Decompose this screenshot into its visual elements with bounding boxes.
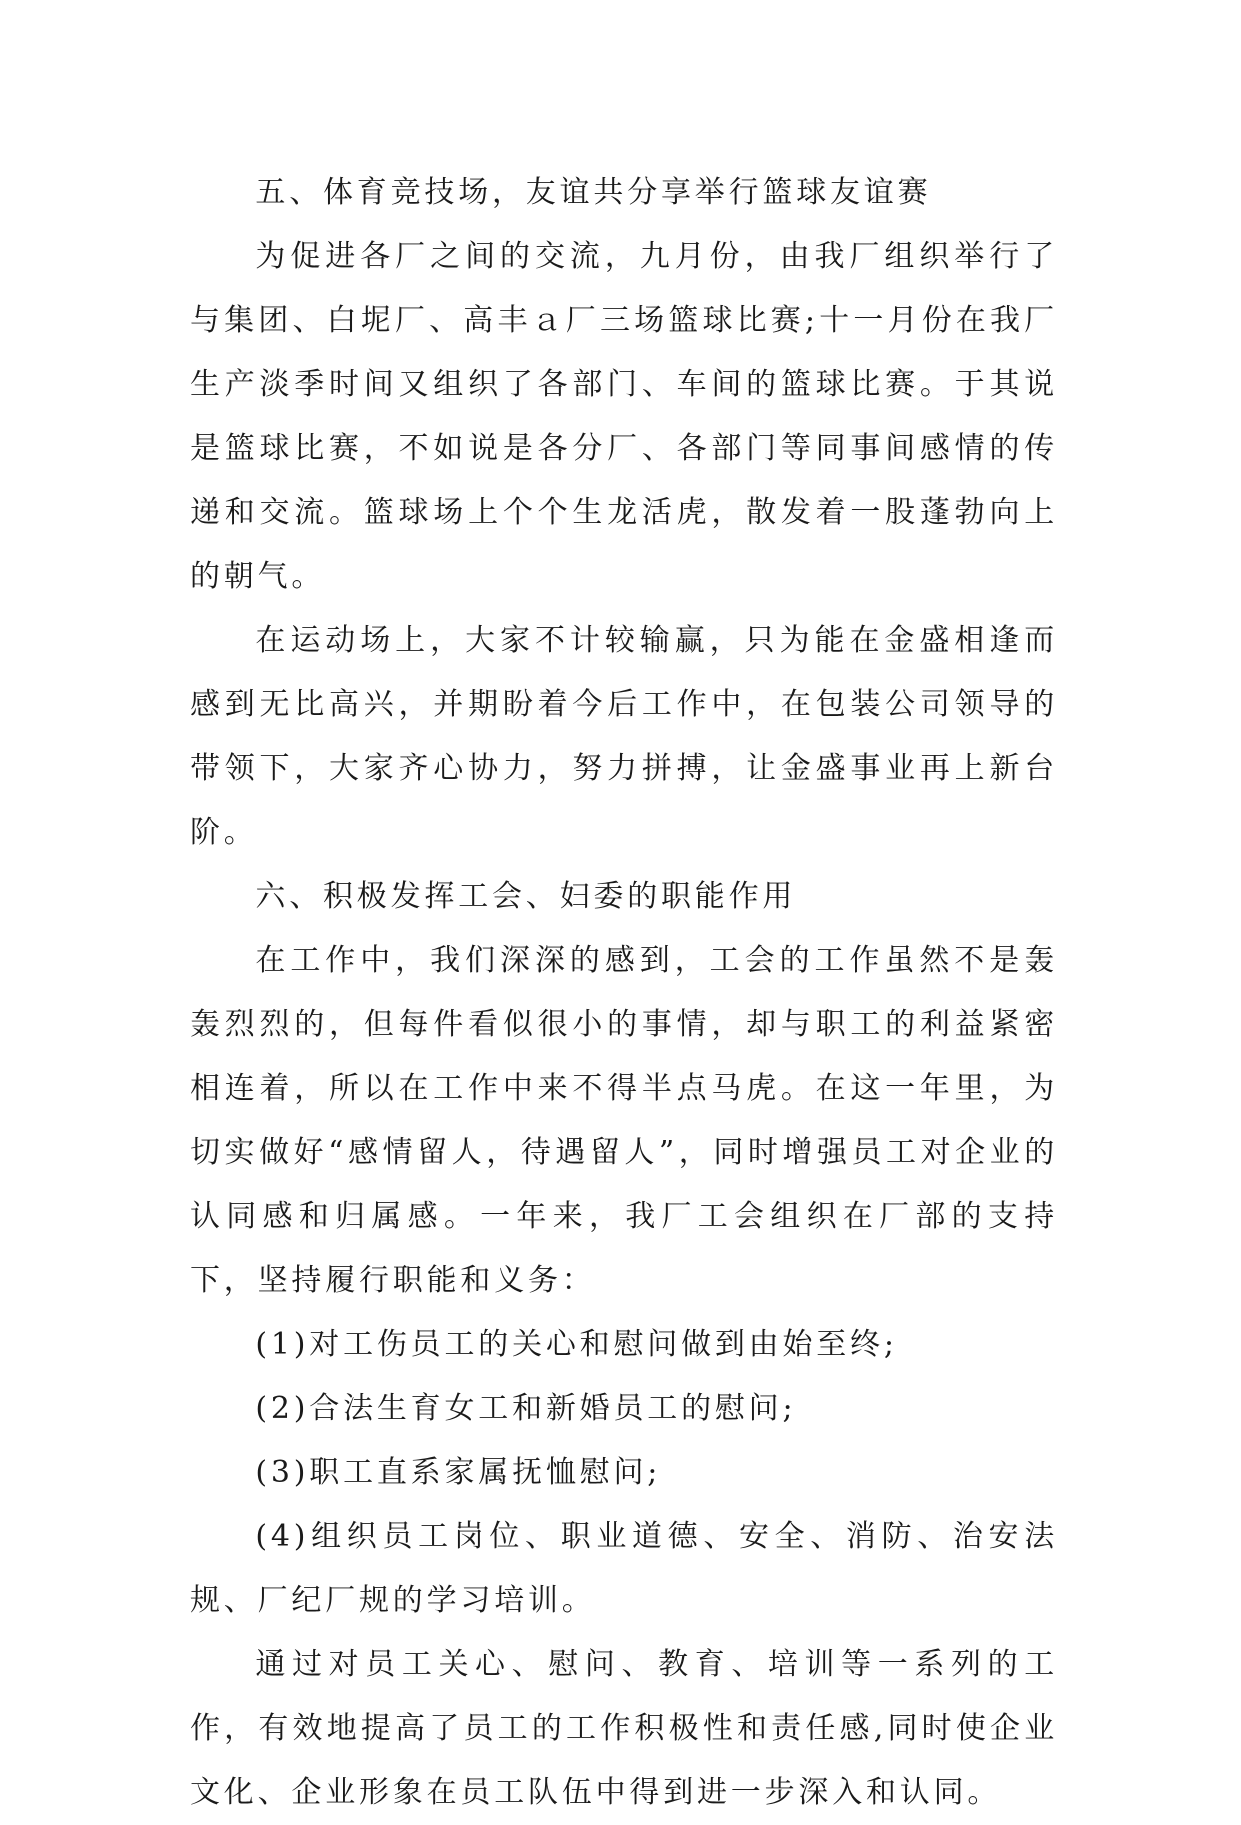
section-heading-sports: 五、体育竞技场，友谊共分享举行篮球友谊赛 [255, 175, 932, 210]
list-item-4: (4)组织员工岗位、职业道德、安全、消防、治安法规、厂纪厂规的学习培训。 [190, 1519, 1058, 1618]
list-item-1: (1)对工伤员工的关心和慰问做到由始至终; [255, 1327, 898, 1362]
list-item-3: (3)职工直系家属抚恤慰问; [255, 1455, 662, 1490]
paragraph-sports-field: 在运动场上，大家不计较输赢，只为能在金盛相逢而感到无比高兴，并期盼着今后工作中，在包装公司领导的带领下，大家齐心协力，努力拼搏，让金盛事业再上新台阶。 [190, 623, 1058, 850]
list-item-2: (2)合法生育女工和新婚员工的慰问; [255, 1391, 797, 1426]
section-heading-union: 六、积极发挥工会、妇委的职能作用 [255, 879, 797, 914]
paragraph-union-work: 在工作中，我们深深的感到，工会的工作虽然不是轰轰烈烈的，但每件看似很小的事情，却与职工的利益紧密相连着，所以在工作中来不得半点马虎。在这一年里，为切实做好“感情留人，待遇留人”，同时增强员工对企业的认同感和归属感。一年来，我厂工会组织在厂部的支持下，坚持履行职能和义务： [190, 943, 1058, 1298]
paragraph-basketball-matches: 为促进各厂之间的交流，九月份，由我厂组织举行了与集团、白坭厂、高丰ａ厂三场篮球比赛;十一月份在我厂生产淡季时间又组织了各部门、车间的篮球比赛。于其说是篮球比赛，不如说是各分厂、各部门等同事间感情的传递和交流。篮球场上个个生龙活虎，散发着一股蓬勃向上的朝气。 [190, 239, 1058, 594]
paragraph-conclusion: 通过对员工关心、慰问、教育、培训等一系列的工作，有效地提高了员工的工作积极性和责任感,同时使企业文化、企业形象在员工队伍中得到进一步深入和认同。 [190, 1647, 1058, 1810]
document-body [190, 161, 1058, 1825]
